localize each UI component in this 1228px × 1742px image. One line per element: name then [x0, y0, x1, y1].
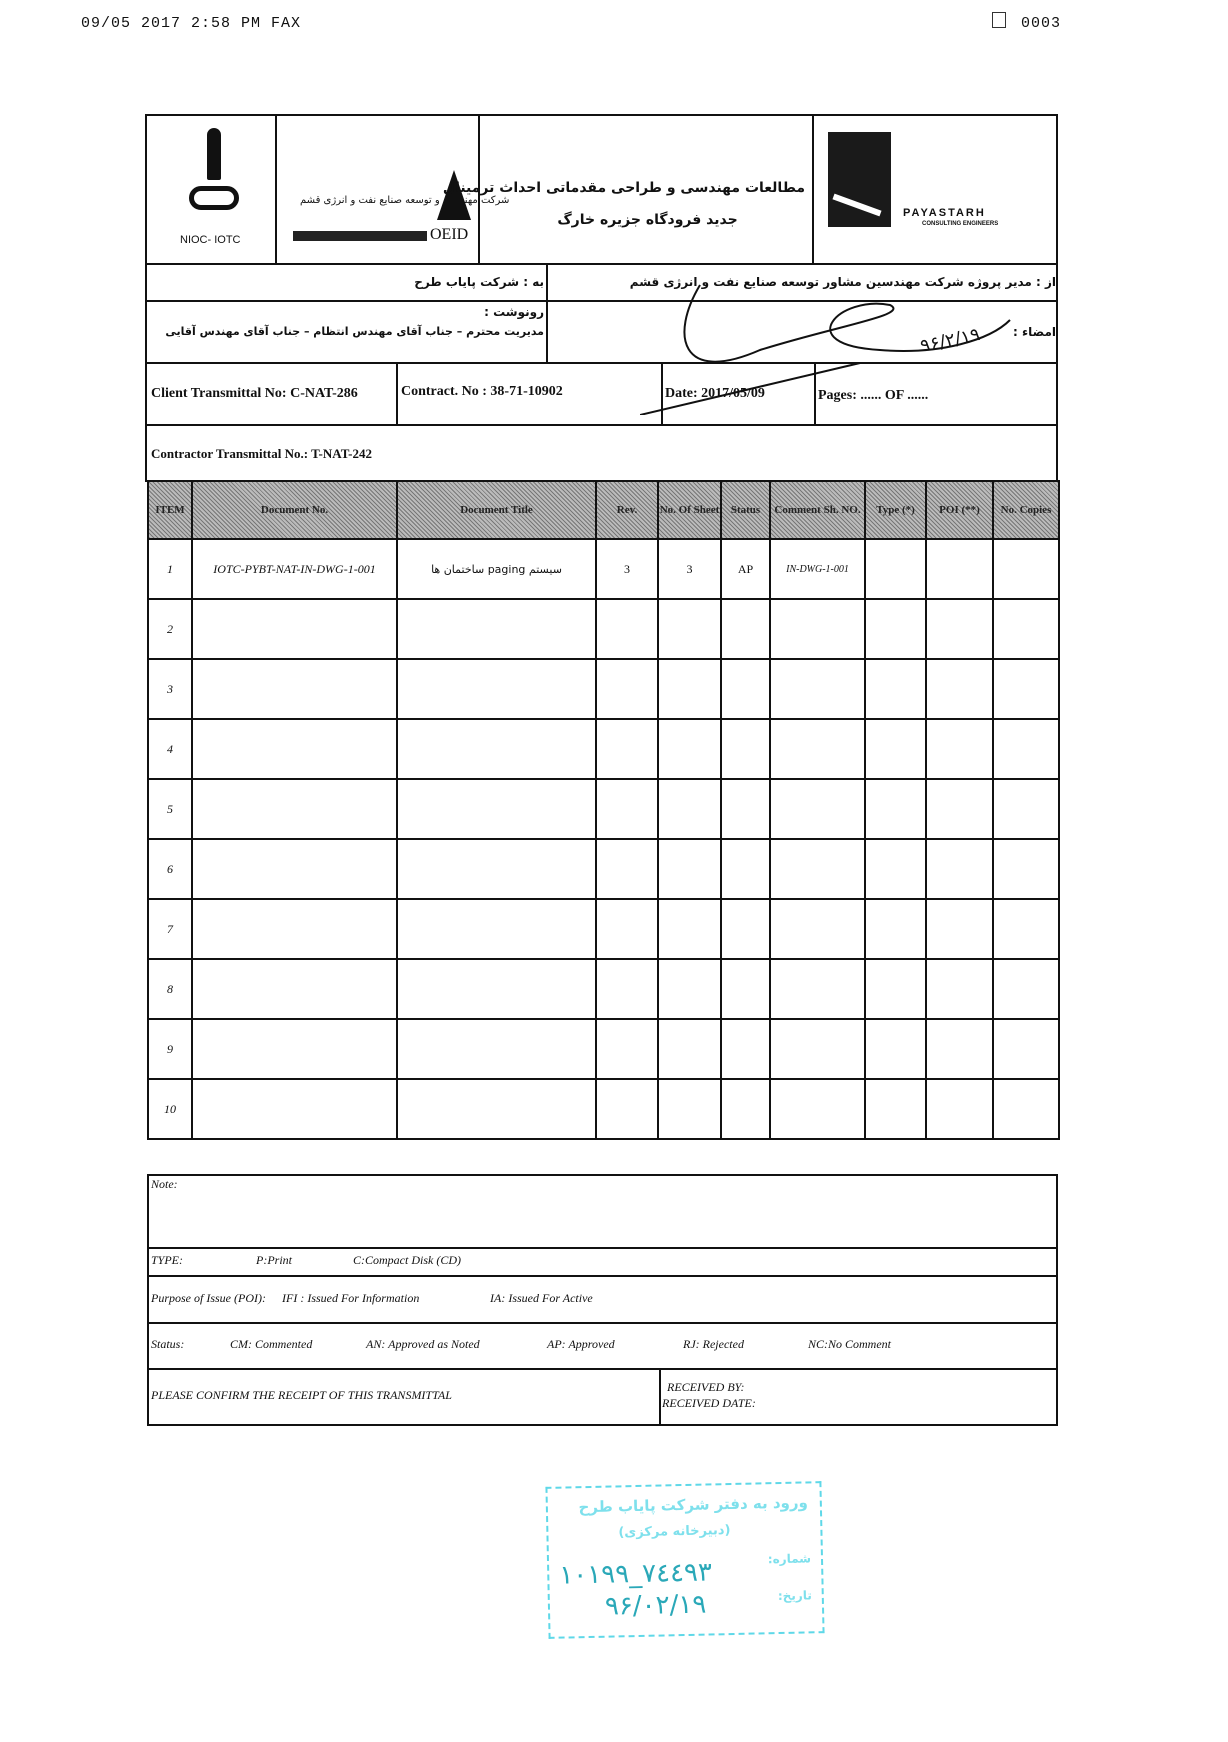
table-cell: [770, 599, 865, 659]
table-cell: [926, 779, 993, 839]
table-cell: [397, 959, 596, 1019]
table-row: [148, 539, 1059, 599]
type-print: P:Print: [256, 1253, 292, 1267]
table-cell: [192, 1019, 397, 1079]
table-cell: [397, 659, 596, 719]
table-row: [148, 959, 1059, 1019]
table-cell: 1: [148, 539, 192, 599]
table-cell: [397, 599, 596, 659]
cc-recipients: مدیریت محترم – جناب آقای مهندس انتظام – جناب آقای مهندس آقایی: [165, 325, 544, 338]
table-row: [148, 719, 1059, 779]
table-cell: [192, 779, 397, 839]
table-cell: [596, 899, 658, 959]
table-cell: [926, 959, 993, 1019]
table-cell: 7: [148, 899, 192, 959]
table-cell: [658, 719, 721, 779]
table-cell: [993, 899, 1059, 959]
table-cell: [192, 839, 397, 899]
table-cell: 2: [148, 599, 192, 659]
table-cell: [865, 959, 926, 1019]
stamp-line1: ورود به دفتر شرکت پایاب طرح: [578, 1493, 809, 1517]
table-cell: [926, 899, 993, 959]
signature-label: امضاء :: [1013, 325, 1056, 339]
table-cell: [865, 1019, 926, 1079]
table-cell: [721, 659, 770, 719]
table-row: [148, 1019, 1059, 1079]
column-header: ITEM: [148, 481, 192, 539]
table-cell: [926, 659, 993, 719]
table-cell: [192, 899, 397, 959]
project-title-line1: مطالعات مهندسی و طراحی مقدماتی احداث ترمینال: [442, 180, 805, 196]
status-an: AN: Approved as Noted: [366, 1337, 480, 1351]
table-row: [148, 779, 1059, 839]
table-cell: [926, 539, 993, 599]
table-cell: [993, 1079, 1059, 1139]
stamp-number-label: شماره:: [767, 1551, 812, 1567]
table-cell: [397, 719, 596, 779]
table-cell: [596, 1019, 658, 1079]
stamp-line2: (دبیرخانه مرکزی): [618, 1523, 731, 1541]
table-cell: [658, 659, 721, 719]
transmittal-date: Date: 2017/05/09: [665, 386, 765, 401]
table-cell: [658, 599, 721, 659]
received-date: RECEIVED DATE:: [662, 1396, 756, 1410]
table-cell: [770, 719, 865, 779]
status-nc: NC:No Comment: [808, 1337, 892, 1351]
table-cell: AP: [721, 539, 770, 599]
cc-label: رونوشت :: [484, 305, 544, 319]
table-cell: 3: [148, 659, 192, 719]
table-cell: سیستم paging ساختمان ها: [397, 539, 596, 599]
fax-page-number: 0003: [1021, 15, 1062, 32]
column-header: No. Of Sheet: [658, 481, 721, 539]
table-cell: [770, 899, 865, 959]
payastarh-sub: CONSULTING ENGINEERS: [922, 221, 999, 227]
to-field: به : شرکت پایاب طرح: [414, 275, 544, 289]
table-cell: [596, 959, 658, 1019]
table-header-row: [148, 481, 1059, 539]
poi-label: Purpose of Issue (POI):: [151, 1291, 266, 1305]
table-cell: [658, 959, 721, 1019]
table-cell: [993, 959, 1059, 1019]
table-cell: [993, 659, 1059, 719]
table-cell: [721, 1019, 770, 1079]
fax-timestamp: 09/05 2017 2:58 PM FAX: [81, 15, 302, 32]
table-cell: 5: [148, 779, 192, 839]
table-cell: [596, 659, 658, 719]
signature-date: ۹۶/۲/۱۹: [918, 323, 982, 358]
table-cell: [721, 839, 770, 899]
column-header: POI (**): [926, 481, 993, 539]
nioc-logo: [185, 128, 245, 218]
table-cell: 8: [148, 959, 192, 1019]
received-by: RECEIVED BY:: [667, 1380, 745, 1394]
pages-count: Pages: ...... OF ......: [818, 388, 929, 403]
nioc-logo-label: NIOC- IOTC: [180, 234, 241, 246]
poi-ia: IA: Issued For Active: [490, 1291, 593, 1305]
receipt-stamp: [545, 1481, 824, 1639]
column-header: Status: [721, 481, 770, 539]
table-cell: [865, 539, 926, 599]
table-cell: [865, 839, 926, 899]
contractor-transmittal-no: Contractor Transmittal No.: T-NAT-242: [151, 446, 372, 461]
table-cell: IOTC-PYBT-NAT-IN-DWG-1-001: [192, 539, 397, 599]
status-ap: AP: Approved: [547, 1337, 615, 1351]
column-header: Type (*): [865, 481, 926, 539]
table-row: [148, 659, 1059, 719]
column-header: Document No.: [192, 481, 397, 539]
oeid-name-fa: شرکت مهندسی و توسعه صنایع نفت و انرژی قشم: [300, 195, 510, 206]
table-row: [148, 899, 1059, 959]
table-cell: [926, 1019, 993, 1079]
type-label: TYPE:: [151, 1253, 184, 1267]
table-cell: [926, 839, 993, 899]
table-cell: [192, 599, 397, 659]
table-cell: [865, 899, 926, 959]
table-cell: 4: [148, 719, 192, 779]
type-cd: C:Compact Disk (CD): [353, 1253, 461, 1267]
table-cell: [192, 1079, 397, 1139]
client-transmittal-no: Client Transmittal No: C-NAT-286: [151, 386, 358, 401]
table-cell: [926, 599, 993, 659]
note-label: Note:: [151, 1177, 178, 1191]
stamp-number: ۱۰۱۹۹_۷٤٤۹۳: [558, 1557, 713, 1591]
table-cell: [721, 1079, 770, 1139]
table-cell: [993, 719, 1059, 779]
from-field: از : مدیر پروژه شرکت مهندسین مشاور توسعه صنایع نفت و انرژی قشم: [629, 275, 1056, 289]
table-row: [148, 599, 1059, 659]
table-cell: [770, 659, 865, 719]
fax-page-icon: [992, 12, 1006, 28]
table-row: [148, 839, 1059, 899]
table-cell: [596, 839, 658, 899]
table-cell: [721, 899, 770, 959]
table-cell: [192, 659, 397, 719]
table-cell: [192, 959, 397, 1019]
table-cell: [721, 959, 770, 1019]
payastarh-logo: [828, 132, 891, 227]
table-cell: [993, 1019, 1059, 1079]
table-cell: [658, 1079, 721, 1139]
column-header: No. Copies: [993, 481, 1059, 539]
table-cell: [770, 959, 865, 1019]
table-cell: [596, 599, 658, 659]
table-cell: [993, 839, 1059, 899]
column-header: Document Title: [397, 481, 596, 539]
confirm-receipt: PLEASE CONFIRM THE RECEIPT OF THIS TRANSMITTAL: [151, 1388, 452, 1402]
table-row: [148, 1079, 1059, 1139]
table-cell: [993, 539, 1059, 599]
table-cell: [596, 779, 658, 839]
table-cell: [658, 899, 721, 959]
column-header: Rev.: [596, 481, 658, 539]
table-cell: [721, 719, 770, 779]
table-cell: [192, 719, 397, 779]
status-label: Status:: [151, 1337, 185, 1351]
column-header: Comment Sh. NO.: [770, 481, 865, 539]
table-cell: [397, 779, 596, 839]
project-title-line2: جدید فرودگاه جزیره خارگ: [557, 212, 738, 228]
table-cell: [721, 599, 770, 659]
table-cell: [865, 719, 926, 779]
table-cell: [596, 719, 658, 779]
table-cell: 3: [658, 539, 721, 599]
table-cell: [770, 839, 865, 899]
table-cell: 10: [148, 1079, 192, 1139]
table-cell: [926, 719, 993, 779]
contract-no: Contract. No : 38-71-10902: [401, 384, 563, 399]
table-cell: [770, 1079, 865, 1139]
documents-table: [147, 480, 1060, 1140]
oeid-bar: [293, 231, 427, 241]
status-cm: CM: Commented: [230, 1337, 313, 1351]
table-cell: [770, 779, 865, 839]
payastarh-name: PAYASTARH: [903, 207, 986, 219]
table-cell: [397, 839, 596, 899]
table-cell: [596, 1079, 658, 1139]
table-cell: [397, 1079, 596, 1139]
table-cell: IN-DWG-1-001: [770, 539, 865, 599]
table-cell: [865, 1079, 926, 1139]
table-cell: 9: [148, 1019, 192, 1079]
oeid-logo-label: OEID: [430, 226, 469, 243]
table-cell: 6: [148, 839, 192, 899]
stamp-date: ۹۶/۰۲/۱۹: [604, 1589, 707, 1622]
status-rj: RJ: Rejected: [683, 1337, 744, 1351]
table-cell: [397, 899, 596, 959]
stamp-date-label: تاریخ:: [777, 1588, 812, 1604]
table-cell: [865, 599, 926, 659]
table-cell: [658, 779, 721, 839]
table-cell: [770, 1019, 865, 1079]
table-cell: [865, 659, 926, 719]
table-cell: [658, 1019, 721, 1079]
table-cell: [658, 839, 721, 899]
table-cell: [926, 1079, 993, 1139]
table-cell: [397, 1019, 596, 1079]
table-cell: [993, 599, 1059, 659]
table-cell: [721, 779, 770, 839]
table-cell: [993, 779, 1059, 839]
poi-ifi: IFI : Issued For Information: [282, 1291, 420, 1305]
table-cell: [865, 779, 926, 839]
table-cell: 3: [596, 539, 658, 599]
